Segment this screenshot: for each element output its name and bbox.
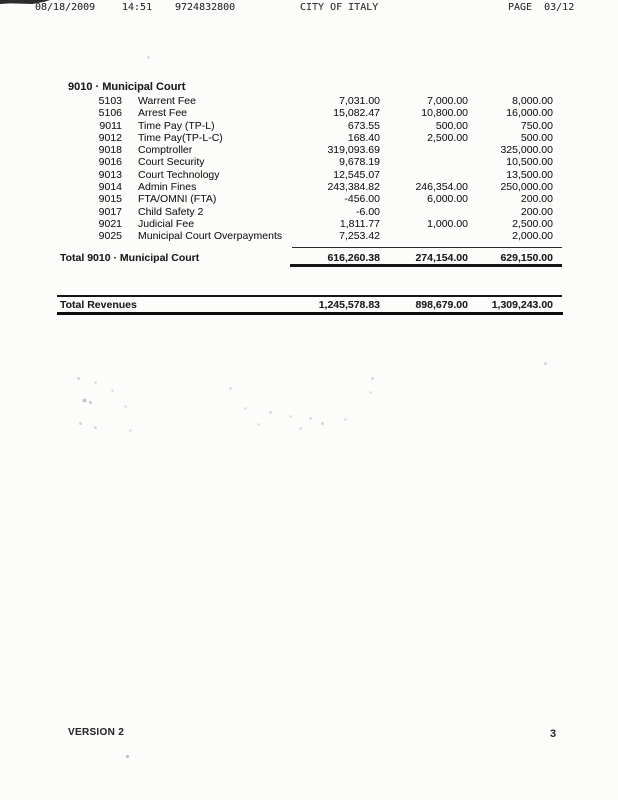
amount-col2: 2,500.00 xyxy=(427,131,468,144)
account-code: 9011 xyxy=(99,119,122,132)
total-revenues-label: Total Revenues xyxy=(60,299,137,311)
amount-col1: 12,545.07 xyxy=(333,168,380,181)
table-row xyxy=(60,230,553,242)
account-name: FTA/OMNI (FTA) xyxy=(138,193,217,206)
total-revenues-col1: 1,245,578.83 xyxy=(318,299,380,311)
amount-col3: 750.00 xyxy=(520,119,553,132)
amount-col1: 7,031.00 xyxy=(339,95,380,107)
fax-date: 08/18/2009 xyxy=(35,2,96,13)
amount-col1: 1,811.77 xyxy=(339,217,380,230)
amount-col1: -456.00 xyxy=(344,193,380,206)
fax-number: 9724832800 xyxy=(175,2,236,13)
account-name: Time Pay(TP-L-C) xyxy=(138,131,223,144)
account-code: 9013 xyxy=(98,168,122,181)
rule-total-revenues-top xyxy=(57,295,562,297)
amount-col1: 9,678.19 xyxy=(339,156,380,169)
amount-col3: 16,000.00 xyxy=(506,107,553,120)
amount-col2 xyxy=(380,144,468,156)
table-row xyxy=(60,206,553,218)
table-row xyxy=(60,144,553,156)
amount-col1: -6.00 xyxy=(356,205,380,218)
section-total-row xyxy=(60,252,553,265)
section-total-label: Total 9010 · Municipal Court xyxy=(60,251,200,264)
section-total-col1: 616,260.38 xyxy=(327,251,380,264)
amount-col1: 7,253.42 xyxy=(339,230,380,243)
section-total-col2: 274,154.00 xyxy=(415,251,468,264)
fax-time: 14:51 xyxy=(122,2,153,13)
account-name: Comptroller xyxy=(138,144,193,157)
rule-below-subtotal xyxy=(290,264,562,267)
account-name: Warrent Fee xyxy=(138,95,196,107)
account-code: 9021 xyxy=(98,217,122,230)
amount-col2 xyxy=(380,206,468,218)
amount-col1: 673.55 xyxy=(347,119,380,132)
amount-col2: 7,000.00 xyxy=(427,95,468,107)
amount-col2 xyxy=(380,156,468,168)
total-revenues-col2: 898,679.00 xyxy=(415,299,468,311)
account-code: 9017 xyxy=(98,205,122,218)
account-name: Arrest Fee xyxy=(138,107,188,120)
amount-col3: 2,000.00 xyxy=(512,230,553,243)
version-label: VERSION 2 xyxy=(68,727,125,738)
table-row xyxy=(60,120,553,132)
amount-col3: 13,500.00 xyxy=(506,168,553,181)
account-code: 9025 xyxy=(98,230,122,243)
amount-col2 xyxy=(380,230,468,242)
table-row xyxy=(60,132,553,144)
amount-col2: 6,000.00 xyxy=(427,193,468,206)
amount-col1: 15,082.47 xyxy=(333,107,380,120)
section-title: 9010 · Municipal Court xyxy=(68,81,186,93)
amount-col3: 8,000.00 xyxy=(512,95,553,107)
table-row xyxy=(60,107,553,119)
page-number: 3 xyxy=(550,728,557,740)
account-name: Court Security xyxy=(138,156,205,169)
amount-col2: 10,800.00 xyxy=(421,107,468,120)
table-row xyxy=(60,193,553,205)
rule-total-revenues-bottom xyxy=(57,312,563,315)
amount-col3: 200.00 xyxy=(520,205,553,218)
amount-col2: 246,354.00 xyxy=(415,181,468,194)
total-revenues-col3: 1,309,243.00 xyxy=(491,299,553,311)
amount-col3: 200.00 xyxy=(520,193,553,206)
account-code: 9016 xyxy=(98,156,122,169)
account-name: Child Safety 2 xyxy=(138,205,204,218)
amount-col2: 1,000.00 xyxy=(427,217,468,230)
account-name: Municipal Court Overpayments xyxy=(138,230,283,243)
rule-above-subtotal xyxy=(292,247,562,248)
account-name: Admin Fines xyxy=(138,181,197,194)
table-row xyxy=(60,169,553,181)
amount-col1: 319,093.69 xyxy=(327,144,380,157)
amount-col1: 168.40 xyxy=(347,131,380,144)
account-code: 9012 xyxy=(98,131,122,144)
section-total-col3: 629,150.00 xyxy=(500,251,553,264)
fax-page-label: PAGE 03/12 xyxy=(508,2,575,13)
table-row xyxy=(60,156,553,168)
account-name: Judicial Fee xyxy=(138,217,195,230)
amount-col3: 2,500.00 xyxy=(512,217,553,230)
total-revenues-row xyxy=(60,299,553,311)
table-row xyxy=(60,95,553,107)
account-code: 5106 xyxy=(98,107,122,120)
account-name: Time Pay (TP-L) xyxy=(138,119,215,132)
amount-col2: 500.00 xyxy=(435,119,468,132)
account-code: 9018 xyxy=(98,144,122,157)
document-title: CITY OF ITALY xyxy=(300,2,379,13)
amount-col3: 500.00 xyxy=(520,131,553,144)
account-code: 9014 xyxy=(98,181,122,194)
account-code: 5103 xyxy=(98,95,122,107)
amount-col1: 243,384.82 xyxy=(327,181,380,194)
account-name: Court Technology xyxy=(138,168,220,181)
amount-col2 xyxy=(380,169,468,181)
table-row xyxy=(60,218,553,230)
table-row xyxy=(60,181,553,193)
amount-col3: 325,000.00 xyxy=(500,144,553,157)
scan-noise xyxy=(0,0,1,1)
account-code: 9015 xyxy=(98,193,122,206)
revenue-table xyxy=(60,80,553,265)
amount-col3: 250,000.00 xyxy=(500,181,553,194)
amount-col3: 10,500.00 xyxy=(506,156,553,169)
